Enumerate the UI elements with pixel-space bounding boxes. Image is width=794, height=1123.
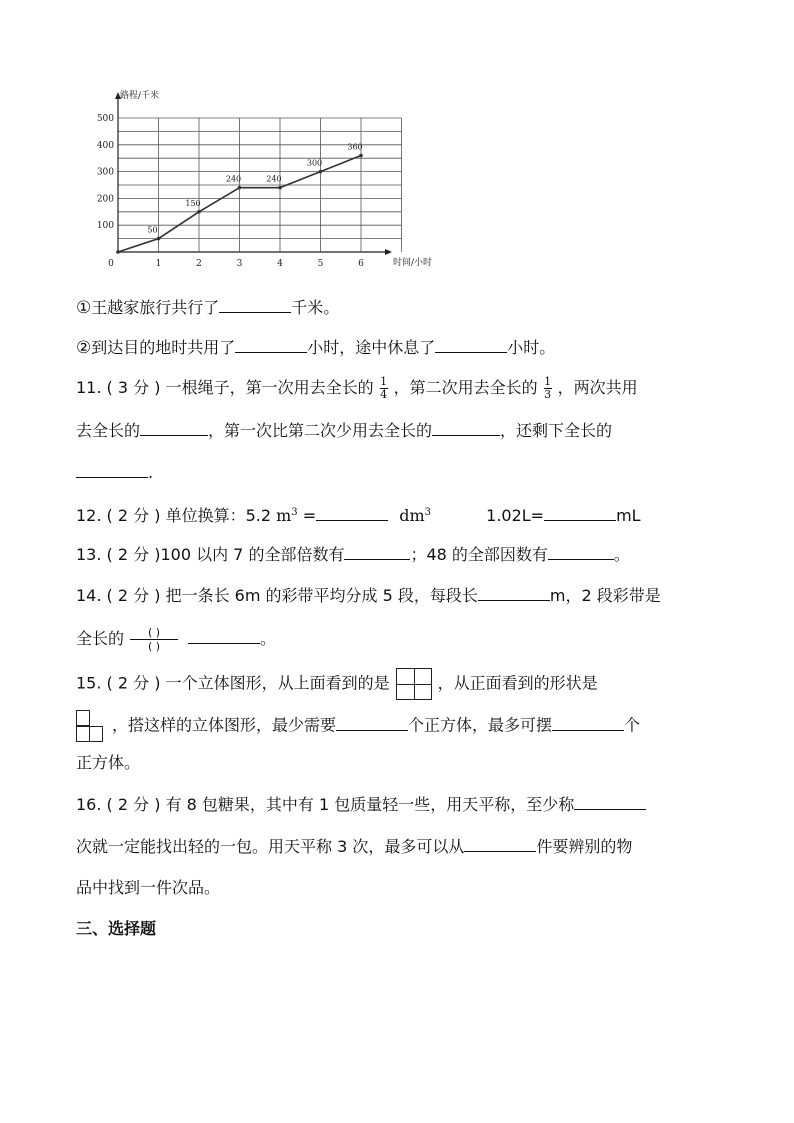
answer-blank[interactable] — [432, 419, 500, 436]
blank-fraction[interactable]: ( ) ( ) — [130, 626, 178, 653]
unit-cubic-meter: $m^3$ — [276, 506, 298, 525]
x-tick-label: 1 — [155, 259, 162, 269]
distance-time-line-chart — [88, 86, 448, 272]
answer-blank[interactable] — [188, 627, 260, 644]
section-title: 三、选择题 — [76, 919, 157, 938]
answer-blank[interactable] — [235, 336, 307, 353]
q13-number: 13. ( 2 分 ) — [76, 545, 161, 564]
q11-line3: . — [76, 461, 153, 484]
q10-sub2: ②到达目的地时共用了 小时，途中休息了 小时。 — [76, 338, 556, 358]
q14-line1: 14. ( 2 分 ) 把一条长 6m 的彩带平均分成 5 段，每段长 m，2 段彩带是 — [76, 586, 661, 605]
data-label: 150 — [185, 198, 201, 208]
q15-number: 15. ( 2 分 ) — [76, 673, 161, 693]
x-tick-label: 2 — [196, 259, 202, 269]
q16-line3: 品中找到一件次品。 — [76, 878, 221, 897]
q16-line2: 次就一定能找出轻的一包。用天平称 3 次，最多可以从 件要辨别的物 — [76, 837, 633, 856]
fraction-one-third: $\frac{1}{3}$ — [544, 375, 552, 401]
data-point — [157, 237, 161, 241]
q13-line: 13. ( 2 分 )100 以内 7 的全部倍数有 ；48 的全部因数有 。 — [76, 545, 630, 564]
answer-blank[interactable] — [574, 793, 646, 810]
data-label: 240 — [225, 174, 242, 184]
q11-line2: 去全长的 ，第一次比第二次少用去全长的 ，还剩下全长的 — [76, 421, 613, 440]
y-tick-label: 400 — [96, 140, 114, 151]
unit-cubic-decimeter: $dm^3$ — [399, 506, 432, 525]
answer-blank[interactable] — [140, 419, 208, 436]
data-point — [116, 250, 120, 254]
answer-blank[interactable] — [336, 714, 408, 731]
q15-line2: ，搭这样的立体图形，最少需要 个正方体，最多可摆 个 — [76, 710, 640, 742]
answer-blank[interactable] — [219, 296, 291, 313]
q15-line1: 15. ( 2 分 ) 一个立体图形，从上面看到的是 ，从正面看到的形状是 — [76, 668, 598, 700]
q12-number: 12. ( 2 分 ) — [76, 506, 161, 525]
x-tick-label: 6 — [358, 259, 364, 269]
y-axis-label: 路程/千米 — [120, 91, 160, 101]
circled-number-2: ② — [76, 338, 92, 358]
x-axis-arrow — [385, 249, 392, 255]
y-tick-label: 200 — [96, 194, 114, 205]
top-view-grid-icon — [396, 668, 432, 700]
front-view-grid-icon — [76, 710, 104, 742]
answer-blank[interactable] — [316, 504, 388, 521]
data-point — [319, 170, 323, 174]
data-label: 300 — [306, 158, 323, 168]
data-point — [278, 186, 282, 190]
data-label: 50 — [147, 225, 158, 235]
fraction-one-quarter: $\frac{1}{4}$ — [380, 375, 388, 401]
data-point — [238, 186, 242, 190]
q11-number: 11. ( 3 分 ) — [76, 378, 161, 397]
answer-blank[interactable] — [76, 461, 148, 478]
q16-line1: 16. ( 2 分 ) 有 8 包糖果，其中有 1 包质量轻一些，用天平称，至少称 — [76, 793, 646, 816]
data-point — [197, 210, 201, 214]
data-point — [359, 154, 363, 158]
x-tick-label: 0 — [108, 259, 114, 269]
q14-line2: 全长的 ( ) ( ) 。 — [76, 626, 277, 653]
q10-sub1: ①王越家旅行共行了 千米。 — [76, 298, 340, 318]
y-tick-label: 100 — [96, 221, 114, 232]
circled-number-1: ① — [76, 298, 92, 318]
q14-number: 14. ( 2 分 ) — [76, 586, 161, 605]
answer-blank[interactable] — [544, 504, 616, 521]
answer-blank[interactable] — [548, 543, 614, 560]
q15-line3: 正方体。 — [76, 753, 141, 772]
answer-blank[interactable] — [435, 336, 507, 353]
x-tick-label: 4 — [277, 259, 283, 269]
data-label: 240 — [266, 174, 282, 184]
y-tick-label: 500 — [96, 114, 114, 124]
x-tick-label: 5 — [317, 259, 324, 269]
x-axis-label: 时间/小时 — [393, 258, 433, 268]
data-label: 360 — [347, 142, 363, 152]
answer-blank[interactable] — [478, 584, 550, 601]
q12-line: 12. ( 2 分 ) 单位换算：5.2 $m^3 = dm^3$ 1.02L= mL — [76, 506, 641, 525]
answer-blank[interactable] — [344, 543, 410, 560]
answer-blank[interactable] — [464, 835, 536, 852]
q16-number: 16. ( 2 分 ) — [76, 795, 161, 814]
y-tick-label: 300 — [96, 167, 114, 178]
q11-line1: 11. ( 3 分 ) 一根绳子，第一次用去全长的 $\frac{1}{4}$ ，第二次用去全长的 $\frac{1}{3}$ ，两次共用 — [76, 375, 638, 401]
answer-blank[interactable] — [552, 714, 624, 731]
x-tick-label: 3 — [236, 259, 243, 269]
